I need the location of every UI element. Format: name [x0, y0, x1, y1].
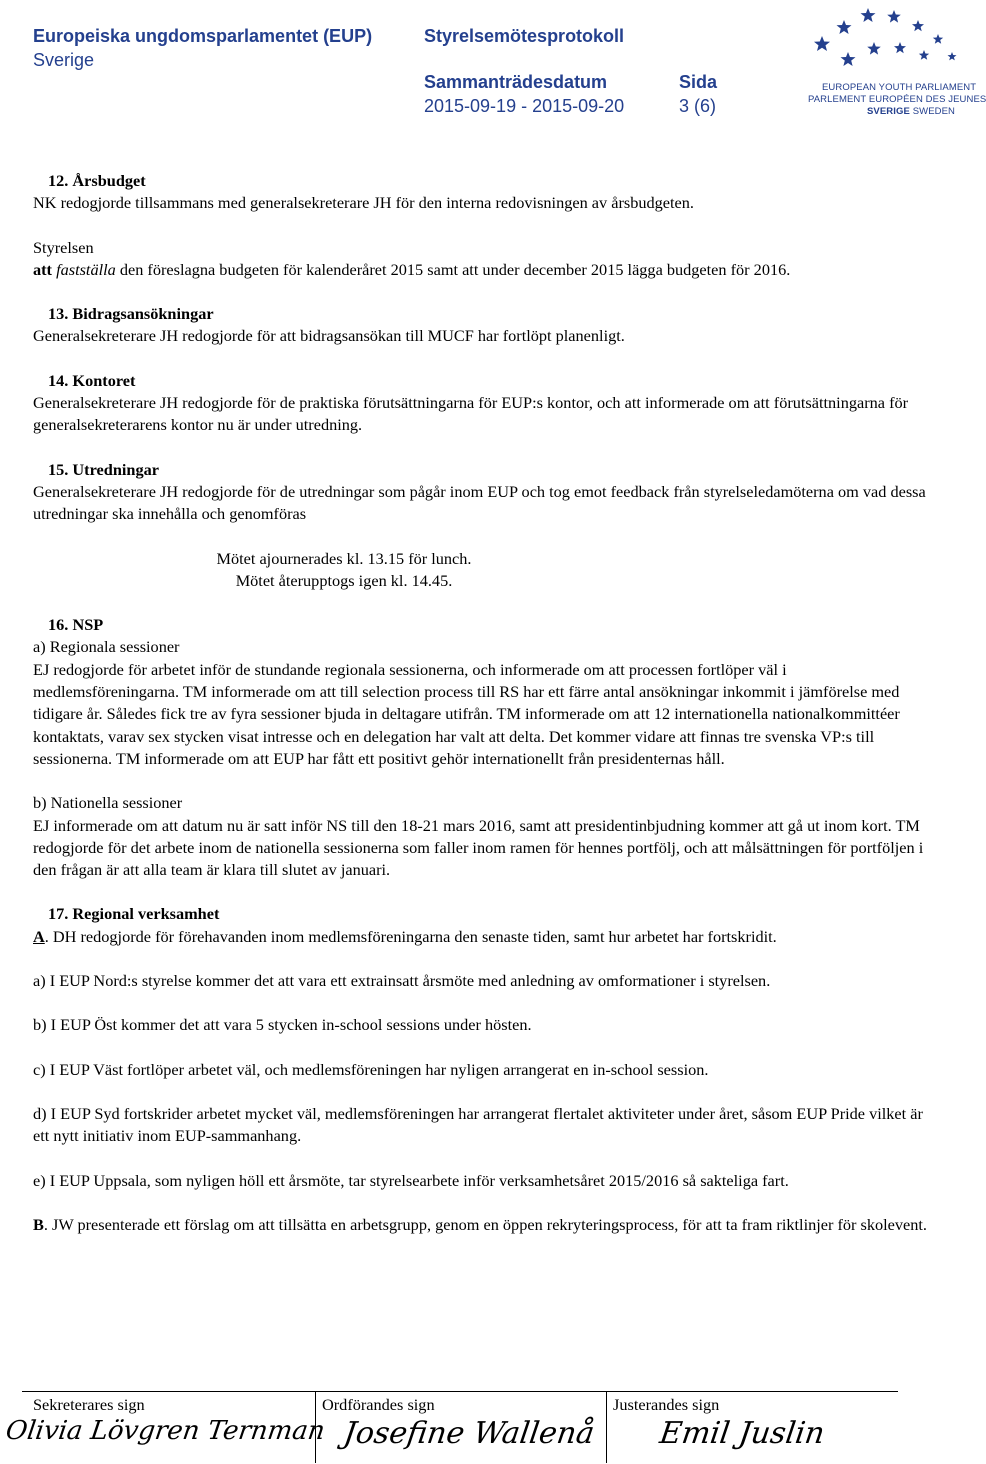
section-17-item-c: c) I EUP Väst fortlöper arbetet väl, och medlemsföreningen har nyligen arrangerat en in-school session.	[33, 1059, 709, 1079]
section-16-title	[33, 614, 933, 636]
section-16b-title: b) Nationella sessioner	[33, 793, 183, 813]
section-17-item-d: d) I EUP Syd fortskrider arbetet mycket väl, medlemsföreningen har arrangerat flertalet aktiviteter under året, såsom EUP Pride vilket är ett nytt initiativ inom EUP-sammanhang.	[33, 1103, 923, 1146]
meeting-resumed: Mötet återupptogs igen kl. 14.45.	[235, 570, 453, 590]
section-12-board: Styrelsen	[33, 237, 94, 257]
section-15-title: 15. Utredningar	[48, 459, 159, 479]
page-label: Sida	[679, 72, 718, 92]
adjuster-signature: Emil Juslin	[657, 1416, 827, 1451]
logo-country-en: SWEDEN	[912, 106, 955, 117]
signature-line	[22, 1391, 898, 1392]
logo-line-1: EUROPEAN YOUTH PARLIAMENT	[822, 82, 977, 93]
org-country: Sverige	[33, 50, 95, 70]
stars-icon	[814, 8, 957, 66]
logo-country-bold: SVERIGE	[867, 106, 910, 117]
section-17-item-a: a) I EUP Nord:s styrelse kommer det att vara ett extrainsatt årsmöte med anledning av omformationer i styrelsen.	[33, 971, 771, 991]
section-17-item-b: b) I EUP Öst kommer det att vara 5 stycken in-school sessions under hösten.	[33, 1015, 532, 1035]
decision-att: att	[33, 259, 52, 279]
section-14-text: Generalsekreterare JH redogjorde för de praktiska förutsättningarna för EUP:s kontor, och att informerade om att förutsättningarna för generalsekreterarens kontor nu är under utredning.	[33, 393, 909, 435]
secretary-sign-label: Sekreterares sign	[33, 1395, 145, 1414]
section-16-word: NSP	[72, 615, 104, 635]
section-17-item-e: e) I EUP Uppsala, som nyligen höll ett årsmöte, tar styrelsearbete inför verksamhetsåret 2015/2016 så sakteliga fart.	[33, 1170, 789, 1190]
section-15-text: Generalsekreterare JH redogjorde för de utredningar som pågår inom EUP och tog emot feedback från styrelseledamöterna om vad dessa utredningar ska innehålla och genomföras	[33, 481, 926, 524]
document-body	[33, 170, 933, 1236]
section-13-text: Generalsekreterare JH redogjorde för att bidragsansökan till MUCF har fortlöpt planenligt.	[33, 326, 625, 346]
section-16-number: 16.	[48, 615, 69, 635]
section-17-title: 17. Regional verksamhet	[48, 904, 220, 924]
adjuster-sign-label: Justerandes sign	[613, 1395, 720, 1414]
section-16a-title: a) Regionala sessioner	[33, 637, 180, 657]
section-16a-text: EJ redogjorde för arbetet inför de stundande regionala sessionerna, och informerade om att processen fortlöper väl i medlemsföreningarna. TM informerade om att till selection process till RS har ett färre antal ansökningar inkommit i jämförelse med tidigare år. Således fick tre av fyra sessioner bjuda in deltagare utifrån. TM informerade om att 12 internationella nationalkommittéer kontaktats, varav sex stycken visat intresse och en delegation har valt att delta. Det kommer vidare att finnas tre svenska VP:s till sessionerna. TM informerade om att EUP har fått ett positivt gehör internationellt från presidenternas håll.	[33, 659, 900, 768]
date-label: Sammanträdesdatum	[424, 72, 608, 92]
decision-text: den föreslagna budgeten för kalenderåret 2015 samt att under december 2015 lägga budgeten för 2016.	[119, 259, 791, 279]
section-12-title: 12. Årsbudget	[48, 171, 146, 190]
org-name: Europeiska ungdomsparlamentet (EUP)	[33, 26, 373, 46]
document-type: Styrelsemötesprotokoll	[424, 26, 625, 46]
meeting-adjourned: Mötet ajournerades kl. 13.15 för lunch.	[216, 548, 472, 568]
section-17b-text	[33, 1214, 933, 1236]
logo-line-2: PARLEMENT EUROPÉEN DES JEUNES	[808, 94, 986, 105]
section-12-decision	[33, 259, 933, 281]
logo-line-3	[867, 106, 955, 117]
chair-signature: Josefine Wallenå	[341, 1416, 597, 1451]
section-13-title: 13. Bidragsansökningar	[48, 304, 214, 324]
page-value: 3 (6)	[679, 96, 717, 116]
chair-sign-label: Ordförandes sign	[322, 1395, 435, 1414]
decision-verb: fastställa	[56, 259, 116, 279]
section-17a-body: . DH redogjorde för förehavanden inom medlemsföreningarna den senaste tiden, samt hur arbetet har fortskridit.	[44, 926, 777, 946]
section-17a-letter: A	[33, 926, 45, 946]
secretary-signature: Olivia Lövgren Ternman	[3, 1416, 327, 1446]
section-16b-text: EJ informerade om att datum nu är satt inför NS till den 18-21 mars 2016, samt att presidentinbjudning kommer att gå ut inom kort. TM redogjorde för det arbete inom de nationella sessionerna som faller inom ramen för hennes portfölj, och att målsättningen för portföljen i den frågan är att alla team är klara till slutet av januari.	[33, 815, 924, 880]
section-12-text: NK redogjorde tillsammans med generalsekreterare JH för den interna redovisningen av årsbudgeten.	[33, 193, 694, 213]
section-14-title: 14. Kontoret	[48, 370, 136, 390]
section-17b-letter: B	[33, 1214, 44, 1234]
signature-divider	[606, 1391, 607, 1463]
section-17b-body: . JW presenterade ett förslag om att tillsätta en arbetsgrupp, genom en öppen rekryteringsprocess, för att ta fram riktlinjer för skolevent.	[43, 1214, 927, 1234]
section-17a-text	[33, 926, 933, 948]
date-value: 2015-09-19 - 2015-09-20	[424, 96, 625, 116]
